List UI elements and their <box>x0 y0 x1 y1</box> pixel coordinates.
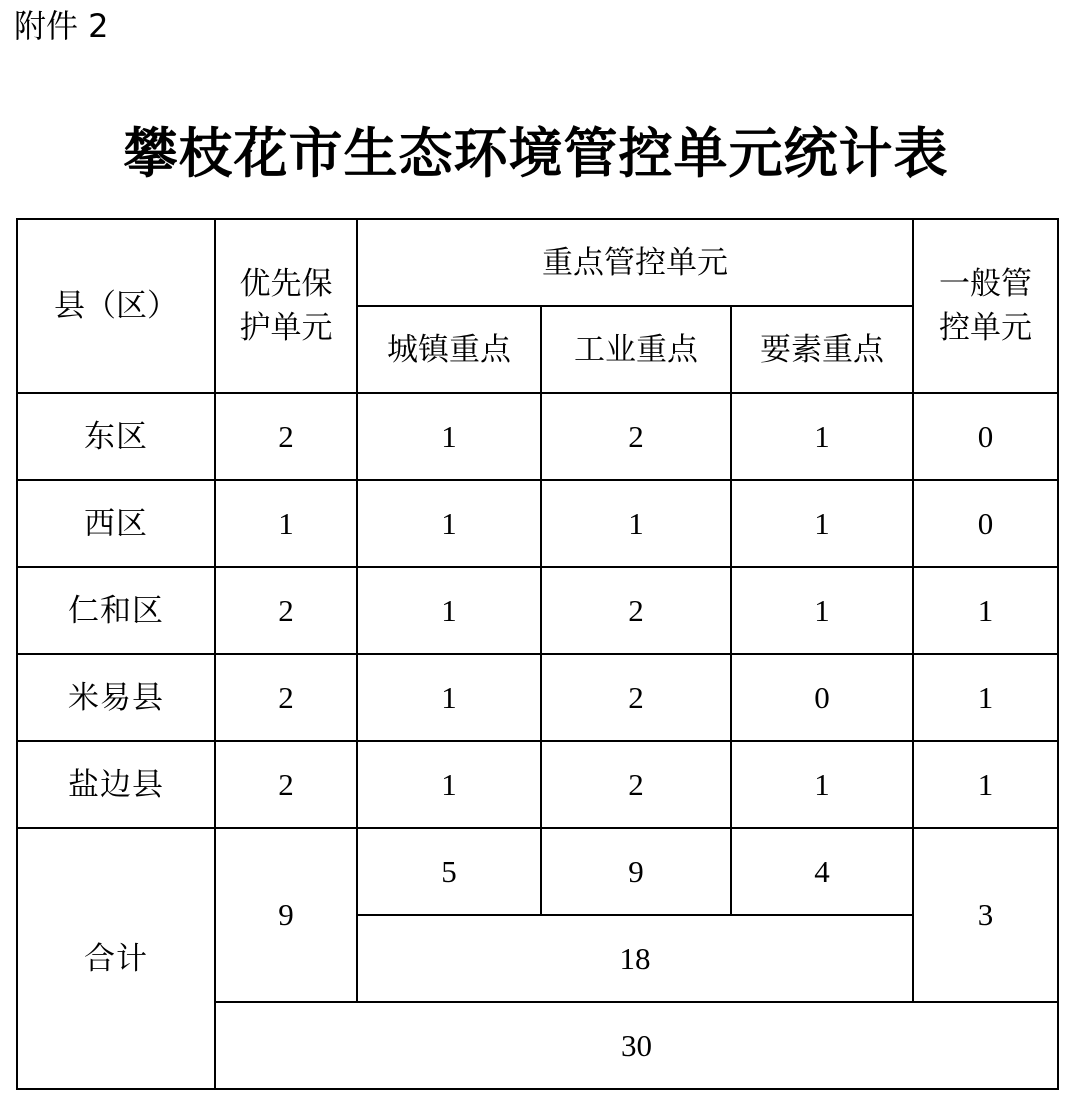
element-count: 1 <box>731 393 913 480</box>
general-count: 1 <box>913 567 1058 654</box>
total-key-sum: 18 <box>357 915 913 1002</box>
attachment-label: 附件 2 <box>14 7 109 45</box>
general-count: 1 <box>913 741 1058 828</box>
element-count: 1 <box>731 567 913 654</box>
industrial-count: 2 <box>541 393 731 480</box>
urban-count: 1 <box>357 741 541 828</box>
table-row <box>17 741 1058 828</box>
priority-count: 2 <box>215 567 357 654</box>
total-element: 4 <box>731 828 913 915</box>
industrial-count: 2 <box>541 567 731 654</box>
total-industrial: 9 <box>541 828 731 915</box>
header-county: 县（区） <box>17 219 215 393</box>
urban-count: 1 <box>357 567 541 654</box>
header-industrial-key: 工业重点 <box>541 306 731 393</box>
table-row <box>17 393 1058 480</box>
industrial-count: 1 <box>541 480 731 567</box>
urban-count: 1 <box>357 654 541 741</box>
industrial-count: 2 <box>541 741 731 828</box>
element-count: 1 <box>731 480 913 567</box>
header-key-unit: 重点管控单元 <box>357 219 913 306</box>
industrial-count: 2 <box>541 654 731 741</box>
priority-count: 2 <box>215 654 357 741</box>
total-row <box>17 828 1058 915</box>
total-urban: 5 <box>357 828 541 915</box>
table-row <box>17 654 1058 741</box>
element-count: 0 <box>731 654 913 741</box>
grand-total: 30 <box>215 1002 1058 1089</box>
header-priority-unit <box>215 219 357 393</box>
county-name: 米易县 <box>17 654 215 741</box>
header-priority-unit-label: 优先保护单元 <box>239 266 333 346</box>
county-name: 盐边县 <box>17 741 215 828</box>
table-row <box>17 480 1058 567</box>
urban-count: 1 <box>357 480 541 567</box>
header-general-unit <box>913 219 1058 393</box>
total-general: 3 <box>913 828 1058 1002</box>
element-count: 1 <box>731 741 913 828</box>
page-title: 攀枝花市生态环境管控单元统计表 <box>123 121 949 185</box>
general-count: 0 <box>913 480 1058 567</box>
priority-count: 2 <box>215 741 357 828</box>
header-row <box>17 219 1058 306</box>
general-count: 1 <box>913 654 1058 741</box>
table-row <box>17 567 1058 654</box>
header-element-key: 要素重点 <box>731 306 913 393</box>
total-priority: 9 <box>215 828 357 1002</box>
total-label: 合计 <box>17 828 215 1089</box>
header-general-unit-label: 一般管控单元 <box>939 266 1033 346</box>
county-name: 西区 <box>17 480 215 567</box>
general-count: 0 <box>913 393 1058 480</box>
stats-table <box>16 218 1059 1090</box>
county-name: 东区 <box>17 393 215 480</box>
priority-count: 1 <box>215 480 357 567</box>
county-name: 仁和区 <box>17 567 215 654</box>
urban-count: 1 <box>357 393 541 480</box>
priority-count: 2 <box>215 393 357 480</box>
header-urban-key: 城镇重点 <box>357 306 541 393</box>
